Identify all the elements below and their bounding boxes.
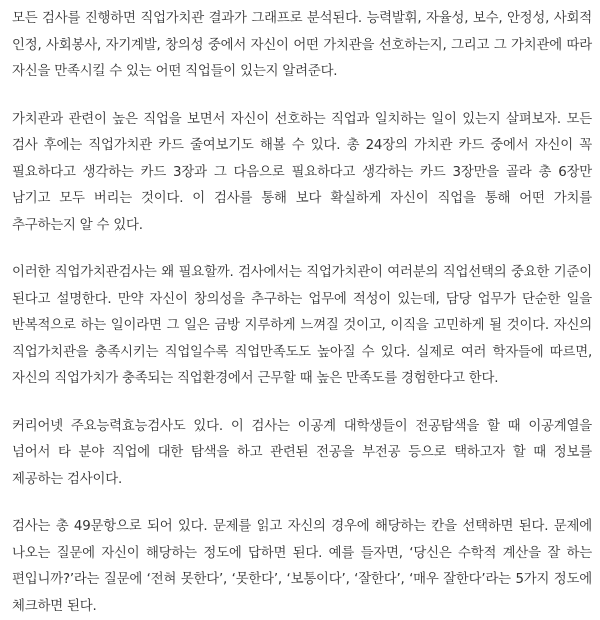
paragraph-test-format: 검사는 총 49문항으로 되어 있다. 문제를 읽고 자신의 경우에 해당하는 칸을 선택하면 된다. 문제에 나오는 질문에 자신이 해당하는 정도에 답하면 된다. 예를 들자면, ‘당신은 수학적 계산을 잘 하는 편입니까?’라는 질문에 ‘전혀 못한다’, ‘못한다’, ‘보통이다’, ‘잘한다’, ‘매우 잘한다’라는 5가지 정도에 체크하면 된다.	[12, 519, 592, 614]
paragraph-value-results: 모든 검사를 진행하면 직업가치관 결과가 그래프로 분석된다. 능력발휘, 자율성, 보수, 안정성, 사회적 인정, 사회봉사, 자기계발, 창의성 중에서 자신이 어떤 가치관을 선호하는지, 그리고 그 가치관에 따라 자신을 만족시킬 수 있는 어떤 직업들이 있는지 알려준다.	[12, 11, 592, 79]
paragraph-why-needed: 이러한 직업가치관검사는 왜 필요할까. 검사에서는 직업가치관이 여러분의 직업선택의 중요한 기준이 된다고 설명한다. 만약 자신이 창의성을 추구하는 업무에 적성이 있는데, 담당 업무가 단순한 일을 반복적으로 하는 일이라면 그 일은 금방 지루하게 느껴질 것이고, 이직을 고민하게 될 것이다. 자신의 직업가치관을 충족시키는 직업일수록 직업만족도도 높아질 수 있다. 실제로 여러 학자들에 따르면, 자신의 직업가치가 충족되는 직업환경에서 근무할 때 높은 만족도를 경험한다고 한다.	[12, 265, 592, 386]
paragraph-value-cards: 가치관과 관련이 높은 직업을 보면서 자신이 선호하는 직업과 일치하는 일이 있는지 살펴보자. 모든 검사 후에는 직업가치관 카드 줄여보기도 해볼 수 있다. 총 24장의 가치관 카드 중에서 자신이 꼭 필요하다고 생각하는 카드 3장과 그 다음으로 필요하다고 생각하는 카드 3장만을 골라 총 6장만 남기고 모두 버리는 것이다. 이 검사를 통해 보다 확실하게 자신이 직업을 통해 어떤 가치를 추구하는지 알 수 있다.	[12, 111, 592, 233]
paragraph-careernet-test: 커리어넷 주요능력효능검사도 있다. 이 검사는 이공계 대학생들이 전공탐색을 할 때 이공계열을 넘어서 타 분야 직업에 대한 탐색을 하고 관련된 전공을 부전공 등으로 택하고자 할 때 정보를 제공하는 검사이다.	[12, 418, 592, 487]
